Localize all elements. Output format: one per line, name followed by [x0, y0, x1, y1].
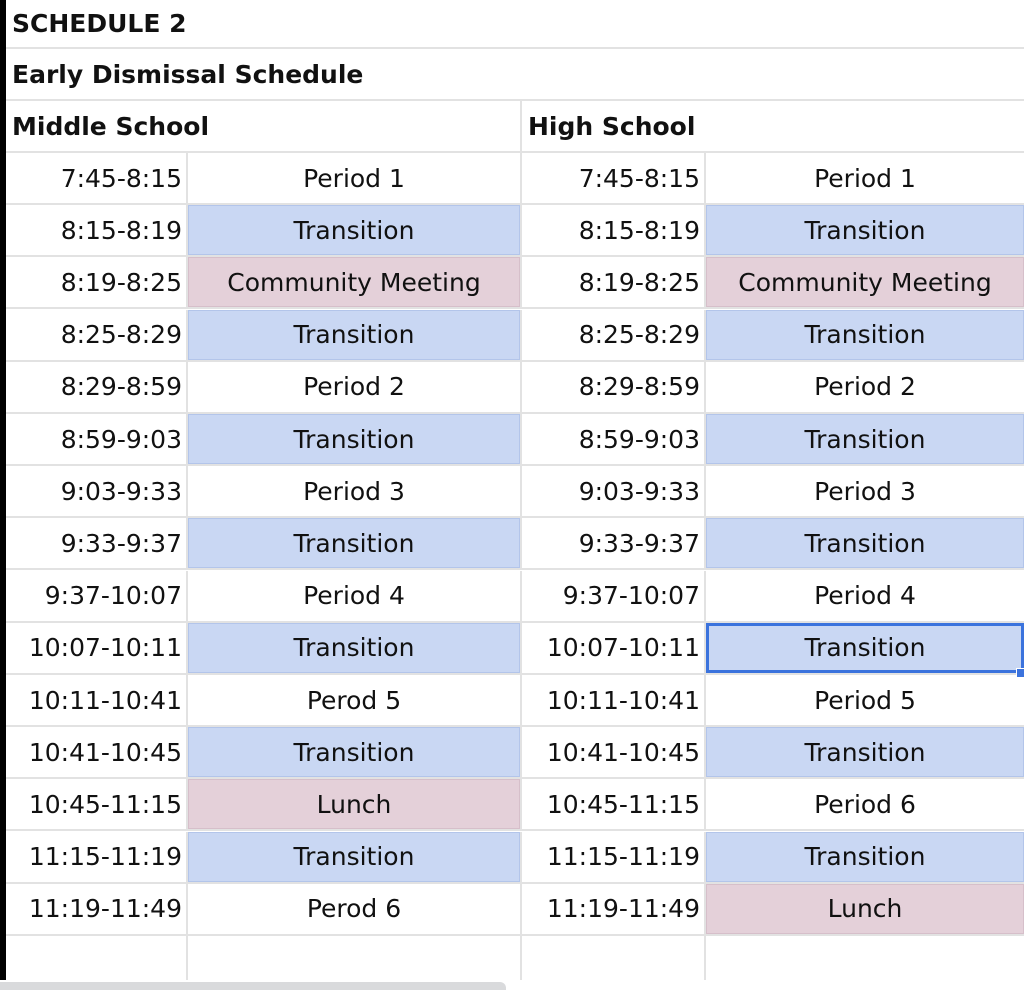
schedule-row: [6, 466, 1024, 518]
hs-time-cell[interactable]: 11:19-11:49: [522, 884, 706, 934]
ms-time-cell[interactable]: 9:33-9:37: [6, 518, 188, 568]
ms-activity-cell[interactable]: Period 1: [188, 153, 522, 203]
schedule-row: [6, 205, 1024, 257]
title-row: [6, 0, 1024, 49]
ms-time-cell[interactable]: 11:19-11:49: [6, 884, 188, 934]
hs-time-cell[interactable]: 7:45-8:15: [522, 153, 706, 203]
ms-time-cell[interactable]: 8:59-9:03: [6, 414, 188, 464]
ms-time-cell[interactable]: 7:45-8:15: [6, 153, 188, 203]
hs-time-cell[interactable]: 8:29-8:59: [522, 362, 706, 412]
empty-cell[interactable]: [522, 933, 706, 980]
ms-time-cell[interactable]: 8:19-8:25: [6, 257, 188, 307]
hs-activity-cell[interactable]: Transition: [706, 518, 1024, 568]
hs-time-cell[interactable]: 9:37-10:07: [522, 571, 706, 621]
hs-activity-cell[interactable]: Period 6: [814, 789, 916, 819]
ms-activity-cell[interactable]: Lunch: [188, 779, 522, 829]
ms-activity-cell[interactable]: Transition: [188, 727, 522, 777]
schedule-row: [6, 153, 1024, 205]
schedule-row: [6, 571, 1024, 623]
hs-time-cell[interactable]: 9:33-9:37: [522, 518, 706, 568]
hs-activity-cell[interactable]: Period 2: [814, 372, 916, 402]
schedule-row: [6, 832, 1024, 884]
schedule-row: [6, 257, 1024, 309]
hs-time-cell[interactable]: 8:25-8:29: [522, 310, 706, 360]
ms-activity-cell[interactable]: Period 2: [188, 362, 522, 412]
subtitle-row: [6, 49, 1024, 101]
empty-row: [6, 933, 1024, 980]
hs-activity-cell[interactable]: Period 3: [814, 476, 916, 506]
ms-activity-cell[interactable]: Transition: [188, 310, 522, 360]
schedule-row: [6, 675, 1024, 727]
ms-time-cell[interactable]: 9:03-9:33: [6, 466, 188, 516]
header-row: [6, 101, 1024, 153]
hs-activity-cell[interactable]: Transition: [706, 727, 1024, 777]
ms-time-cell[interactable]: 10:41-10:45: [6, 727, 188, 777]
ms-activity-cell[interactable]: Transition: [188, 518, 522, 568]
schedule-row: [6, 884, 1024, 936]
ms-activity-cell[interactable]: Transition: [188, 414, 522, 464]
hs-time-cell[interactable]: 9:03-9:33: [522, 466, 706, 516]
hs-time-cell[interactable]: 10:07-10:11: [522, 623, 706, 673]
hs-activity-cell[interactable]: Period 1: [814, 163, 916, 193]
ms-time-cell[interactable]: 11:15-11:19: [6, 832, 188, 882]
ms-time-cell[interactable]: 10:45-11:15: [6, 779, 188, 829]
empty-cell[interactable]: [706, 933, 1024, 980]
hs-activity-cell[interactable]: Period 5: [814, 685, 916, 715]
ms-activity-cell[interactable]: Transition: [188, 832, 522, 882]
schedule-row: [6, 779, 1024, 831]
hs-activity-cell[interactable]: Transition: [706, 623, 1024, 673]
hs-time-cell[interactable]: 10:41-10:45: [522, 727, 706, 777]
hs-activity-cell[interactable]: Transition: [706, 414, 1024, 464]
sheet-title[interactable]: SCHEDULE 2: [12, 9, 187, 38]
schedule-row: [6, 362, 1024, 414]
hs-activity-cell[interactable]: Transition: [706, 205, 1024, 255]
ms-time-cell[interactable]: 8:15-8:19: [6, 205, 188, 255]
horizontal-scrollbar-thumb[interactable]: [0, 982, 506, 990]
hs-time-cell[interactable]: 11:15-11:19: [522, 832, 706, 882]
hs-activity-cell[interactable]: Transition: [706, 310, 1024, 360]
ms-time-cell[interactable]: 10:07-10:11: [6, 623, 188, 673]
ms-time-cell[interactable]: 9:37-10:07: [6, 571, 188, 621]
schedule-row: [6, 518, 1024, 570]
schedule-row: [6, 727, 1024, 779]
schedule-row: [6, 623, 1024, 675]
middle-school-header[interactable]: Middle School: [6, 101, 522, 151]
hs-time-cell[interactable]: 8:59-9:03: [522, 414, 706, 464]
empty-cell[interactable]: [6, 933, 188, 980]
hs-time-cell[interactable]: 8:19-8:25: [522, 257, 706, 307]
sheet-subtitle[interactable]: Early Dismissal Schedule: [12, 59, 364, 89]
ms-activity-cell[interactable]: Community Meeting: [188, 257, 522, 307]
ms-time-cell[interactable]: 10:11-10:41: [6, 675, 188, 725]
ms-activity-cell[interactable]: Period 3: [188, 466, 522, 516]
empty-cell[interactable]: [188, 933, 522, 980]
hs-activity-cell[interactable]: Lunch: [706, 884, 1024, 934]
ms-activity-cell[interactable]: Transition: [188, 205, 522, 255]
hs-time-cell[interactable]: 10:11-10:41: [522, 675, 706, 725]
hs-activity-cell[interactable]: Period 4: [814, 581, 916, 611]
spreadsheet-grid: [6, 0, 1024, 980]
ms-activity-cell[interactable]: Transition: [188, 623, 522, 673]
ms-time-cell[interactable]: 8:29-8:59: [6, 362, 188, 412]
schedule-row: [6, 414, 1024, 466]
ms-activity-cell[interactable]: Perod 6: [188, 884, 522, 934]
hs-activity-cell[interactable]: Transition: [706, 832, 1024, 882]
ms-activity-cell[interactable]: Period 4: [188, 571, 522, 621]
hs-activity-cell[interactable]: Community Meeting: [706, 257, 1024, 307]
hs-time-cell[interactable]: 8:15-8:19: [522, 205, 706, 255]
ms-time-cell[interactable]: 8:25-8:29: [6, 310, 188, 360]
hs-time-cell[interactable]: 10:45-11:15: [522, 779, 706, 829]
high-school-header[interactable]: High School: [528, 111, 696, 141]
ms-activity-cell[interactable]: Perod 5: [188, 675, 522, 725]
schedule-row: [6, 310, 1024, 362]
